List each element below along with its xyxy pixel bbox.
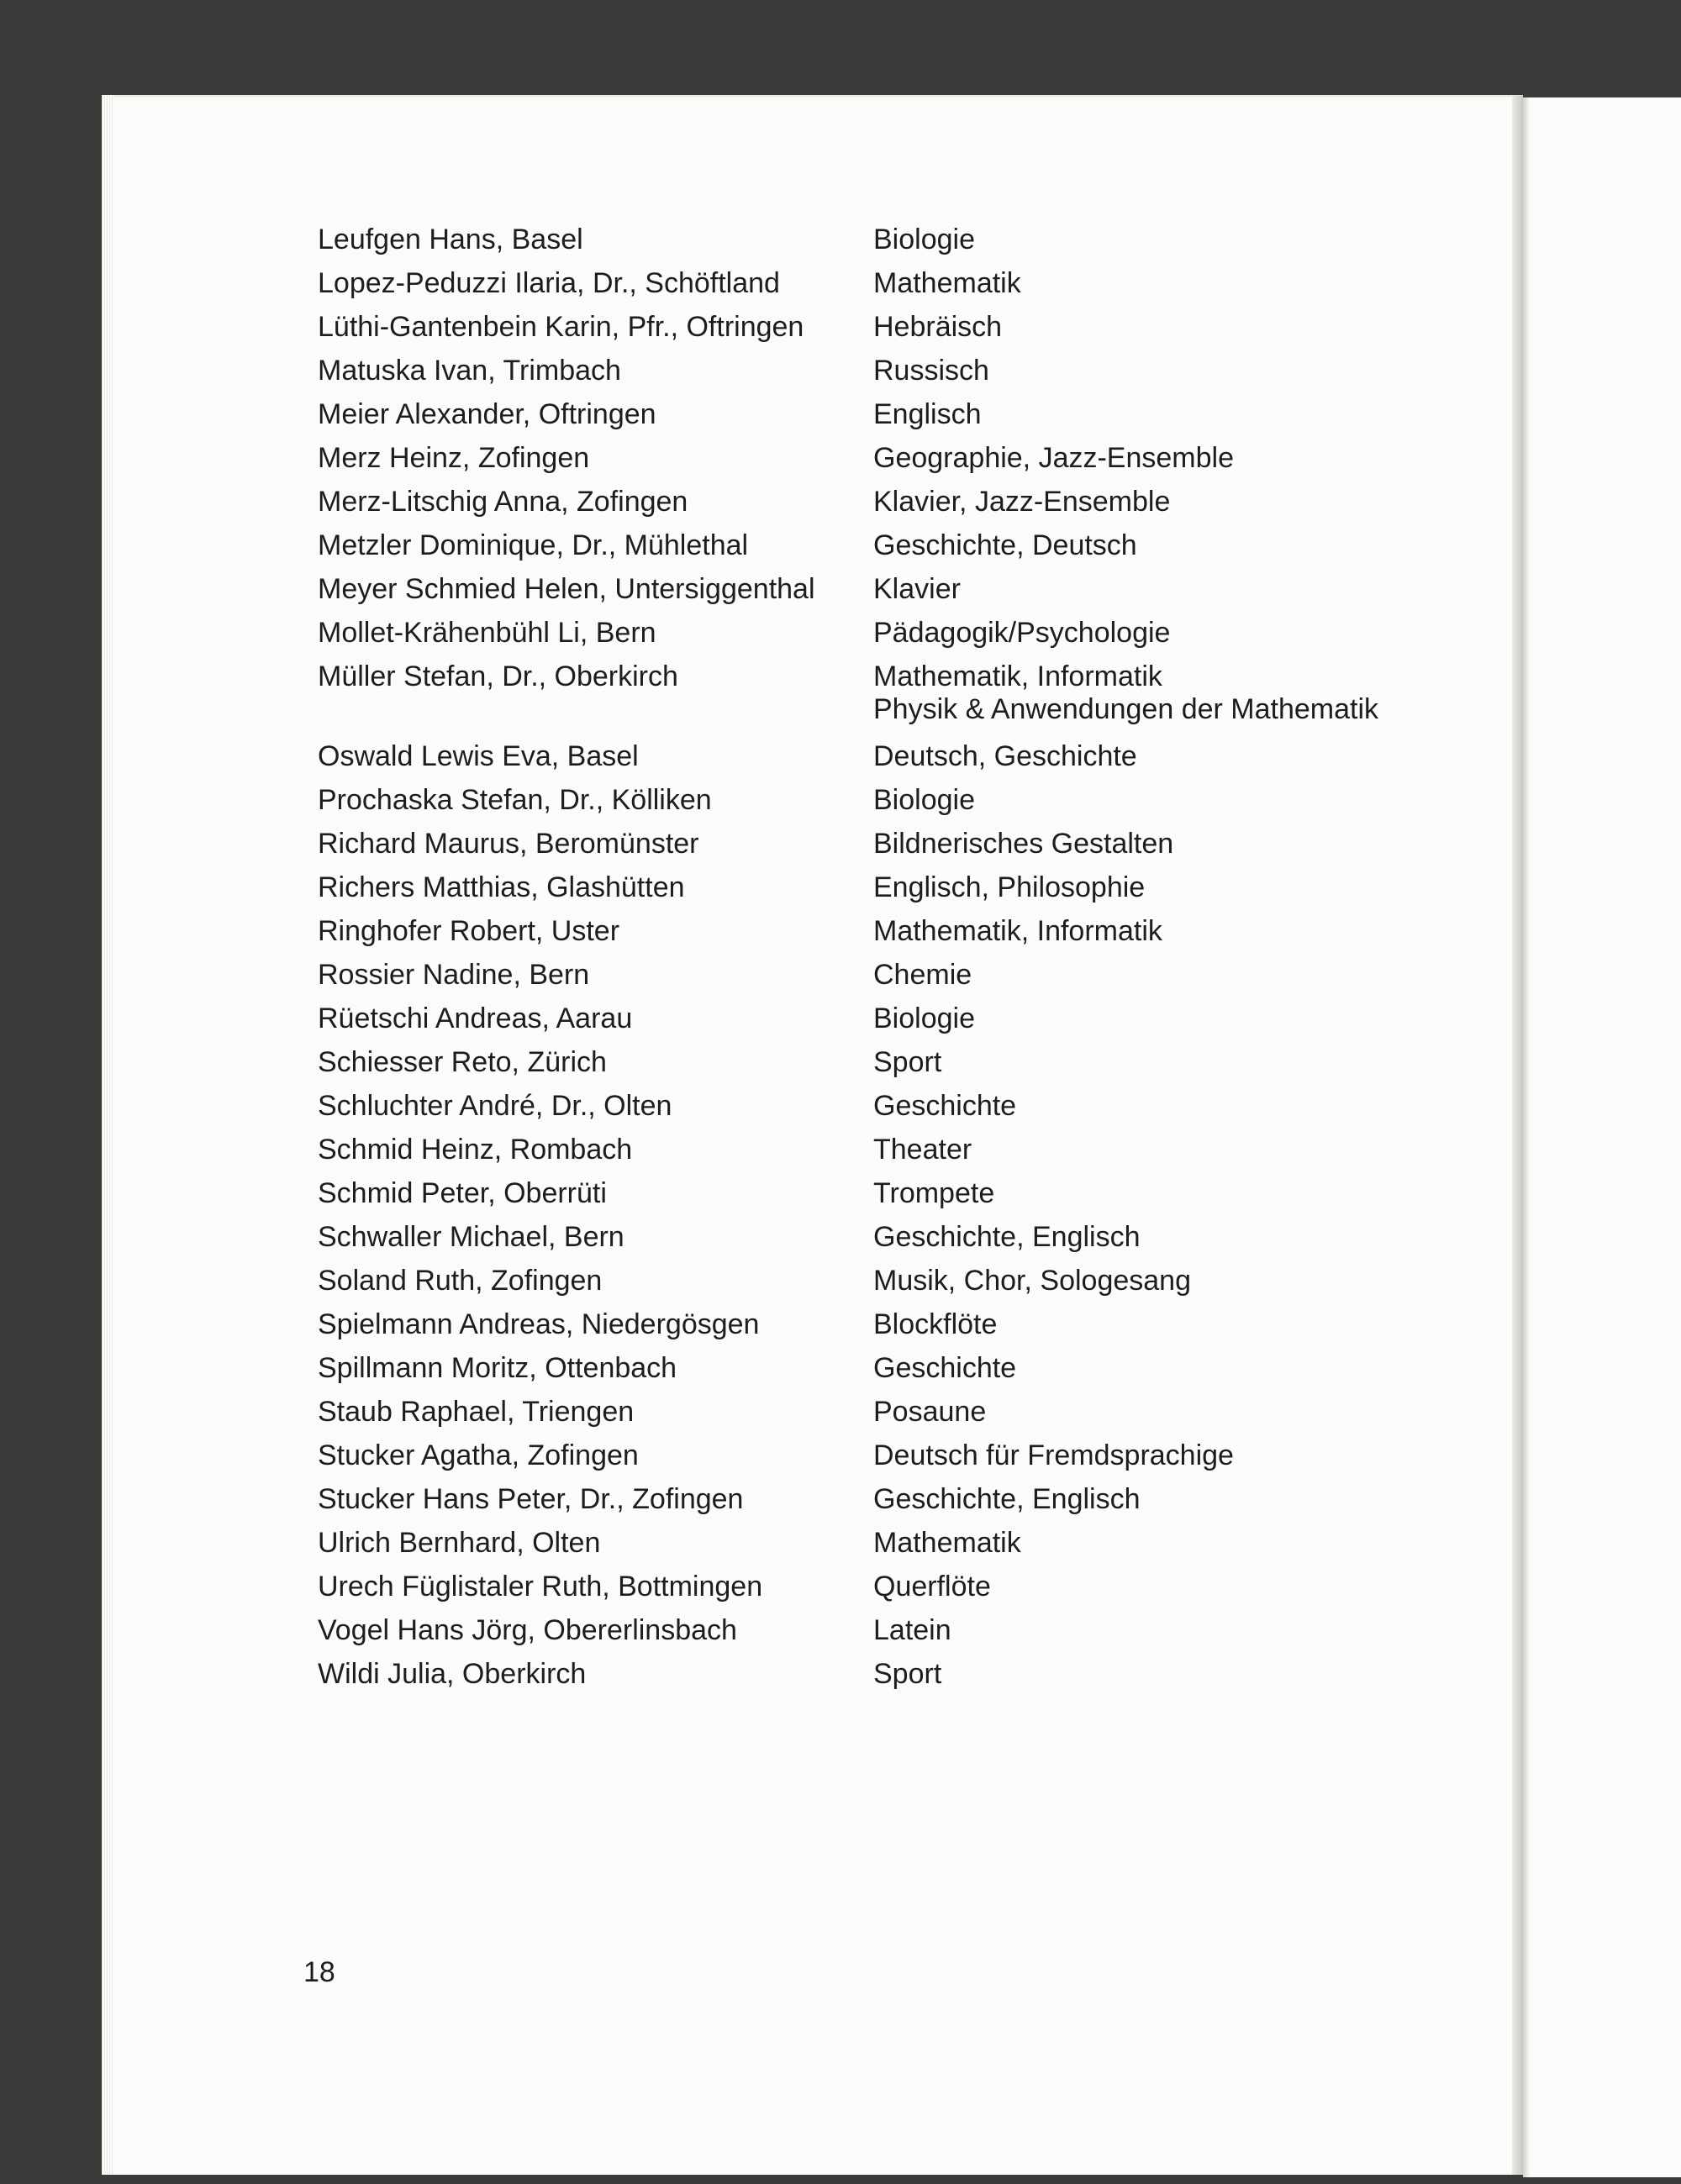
list-item [318,1652,1494,1696]
teacher-name: Soland Ruth, Zofingen [318,1265,603,1297]
teacher-subject [873,436,1234,480]
teacher-name: Matuska Ivan, Trimbach [318,355,621,387]
teacher-subject [873,866,1145,909]
list-item [318,866,1494,909]
teacher-name: Müller Stefan, Dr., Oberkirch [318,660,678,692]
subject-line: Geschichte, Deutsch [873,529,1137,561]
list-item [318,1346,1494,1390]
teacher-subject [873,997,975,1040]
list-item [318,480,1494,524]
subject-line: Pädagogik/Psychologie [873,617,1171,649]
teacher-subject [873,1040,941,1084]
teacher-name: Richers Matthias, Glashütten [318,871,685,903]
teacher-name: Merz Heinz, Zofingen [318,442,590,474]
teacher-subject [873,655,1378,734]
teacher-subject [873,734,1137,778]
teacher-subject [873,1346,1016,1390]
teacher-subject [873,778,975,822]
subject-line: Geschichte [873,1352,1017,1384]
teacher-subject [873,1477,1141,1521]
teacher-name: Stucker Agatha, Zofingen [318,1439,639,1471]
subject-line: Deutsch für Fremdsprachige [873,1439,1234,1471]
teacher-name: Lopez-Peduzzi Ilaria, Dr., Schöftland [318,267,780,299]
teacher-name: Merz-Litschig Anna, Zofingen [318,486,688,518]
teacher-subject [873,567,961,611]
teacher-subject [873,261,1021,305]
subject-line: Bildnerisches Gestalten [873,828,1174,860]
teacher-name: Staub Raphael, Triengen [318,1396,635,1428]
list-item [318,392,1494,436]
teacher-subject [873,909,1162,953]
list-item [318,218,1494,261]
teacher-name: Schmid Heinz, Rombach [318,1134,633,1166]
list-item [318,1608,1494,1652]
list-item [318,734,1494,778]
teacher-subject [873,480,1170,524]
page-number: 18 [303,1956,335,1988]
teacher-name: Leufgen Hans, Basel [318,224,583,255]
list-item [318,1084,1494,1128]
teacher-name: Prochaska Stefan, Dr., Kölliken [318,784,712,816]
subject-line: Sport [873,1046,942,1078]
teacher-subject [873,822,1173,866]
teacher-subject [873,1215,1141,1259]
teacher-name: Spillmann Moritz, Ottenbach [318,1352,677,1384]
teacher-name: Schwaller Michael, Bern [318,1221,624,1253]
subject-line: Klavier [873,573,961,605]
teacher-subject [873,1565,991,1608]
teacher-subject [873,1259,1191,1303]
teacher-name: Meyer Schmied Helen, Untersiggenthal [318,573,815,605]
subject-line: Biologie [873,784,975,816]
teacher-name: Schmid Peter, Oberrüti [318,1177,607,1209]
list-item [318,567,1494,611]
teacher-name: Schiesser Reto, Zürich [318,1046,607,1078]
subject-line: Chemie [873,959,972,991]
list-item [318,1565,1494,1608]
teacher-name: Vogel Hans Jörg, Obererlinsbach [318,1614,737,1646]
teacher-subject [873,611,1170,655]
teacher-name: Wildi Julia, Oberkirch [318,1658,587,1690]
subject-line: Hebräisch [873,311,1003,343]
subject-line: Geographie, Jazz-Ensemble [873,442,1235,474]
teacher-list [318,218,1494,1696]
list-item [318,1128,1494,1171]
subject-line: Geschichte, Englisch [873,1483,1141,1515]
list-item [318,655,1494,734]
book-gutter [1512,95,1523,2175]
subject-line: Geschichte, Englisch [873,1221,1141,1253]
list-item [318,1390,1494,1434]
subject-line: Latein [873,1614,951,1646]
subject-line: Biologie [873,224,975,255]
subject-line: Mathematik, Informatik [873,915,1162,947]
teacher-name: Mollet-Krähenbühl Li, Bern [318,617,656,649]
list-item [318,524,1494,567]
list-item [318,822,1494,866]
teacher-name: Ulrich Bernhard, Olten [318,1527,601,1559]
page-stack-edge [102,95,113,2175]
subject-line: Biologie [873,1003,975,1034]
list-item [318,909,1494,953]
subject-line: Mathematik, Informatik [873,660,1162,692]
facing-page [1523,97,1681,2177]
list-item [318,953,1494,997]
list-item [318,1303,1494,1346]
subject-line: Posaune [873,1396,987,1428]
list-item [318,1434,1494,1477]
teacher-subject [873,1128,972,1171]
teacher-subject [873,1171,994,1215]
teacher-subject [873,305,1002,349]
list-item [318,305,1494,349]
teacher-name: Stucker Hans Peter, Dr., Zofingen [318,1483,744,1515]
teacher-name: Lüthi-Gantenbein Karin, Pfr., Oftringen [318,311,804,343]
subject-line: Englisch [873,398,982,430]
teacher-subject [873,1084,1016,1128]
subject-line: Russisch [873,355,989,387]
teacher-name: Ringhofer Robert, Uster [318,915,620,947]
teacher-subject [873,524,1137,567]
list-item [318,1477,1494,1521]
teacher-name: Rossier Nadine, Bern [318,959,590,991]
list-item [318,778,1494,822]
subject-line: Deutsch, Geschichte [873,740,1137,772]
teacher-name: Richard Maurus, Beromünster [318,828,699,860]
teacher-name: Metzler Dominique, Dr., Mühlethal [318,529,749,561]
teacher-subject [873,218,975,261]
subject-line: Blockflöte [873,1308,998,1340]
list-item [318,1171,1494,1215]
teacher-subject [873,1608,951,1652]
subject-line: Musik, Chor, Sologesang [873,1265,1191,1297]
teacher-subject [873,392,982,436]
teacher-name: Oswald Lewis Eva, Basel [318,740,639,772]
subject-line: Mathematik [873,1527,1021,1559]
subject-line: Querflöte [873,1571,991,1602]
list-item [318,1040,1494,1084]
list-item [318,436,1494,480]
teacher-name: Urech Füglistaler Ruth, Bottmingen [318,1571,763,1602]
subject-line: Mathematik [873,267,1021,299]
list-item [318,611,1494,655]
list-item [318,1259,1494,1303]
list-item [318,1521,1494,1565]
teacher-subject [873,1521,1021,1565]
teacher-subject [873,1652,941,1696]
subject-line: Englisch, Philosophie [873,871,1146,903]
subject-line: Sport [873,1658,942,1690]
list-item [318,349,1494,392]
teacher-name: Schluchter André, Dr., Olten [318,1090,672,1122]
subject-line: Klavier, Jazz-Ensemble [873,486,1171,518]
subject-line: Geschichte [873,1090,1017,1122]
teacher-name: Rüetschi Andreas, Aarau [318,1003,633,1034]
list-item [318,997,1494,1040]
teacher-subject [873,953,972,997]
teacher-subject [873,1303,997,1346]
subject-line: Physik & Anwendungen der Mathematik [873,693,1379,725]
teacher-name: Spielmann Andreas, Niedergösgen [318,1308,760,1340]
list-item [318,261,1494,305]
subject-line: Trompete [873,1177,995,1209]
teacher-subject [873,1390,986,1434]
list-item [318,1215,1494,1259]
teacher-subject [873,1434,1234,1477]
teacher-name: Meier Alexander, Oftringen [318,398,656,430]
teacher-subject [873,349,989,392]
subject-line: Theater [873,1134,972,1166]
